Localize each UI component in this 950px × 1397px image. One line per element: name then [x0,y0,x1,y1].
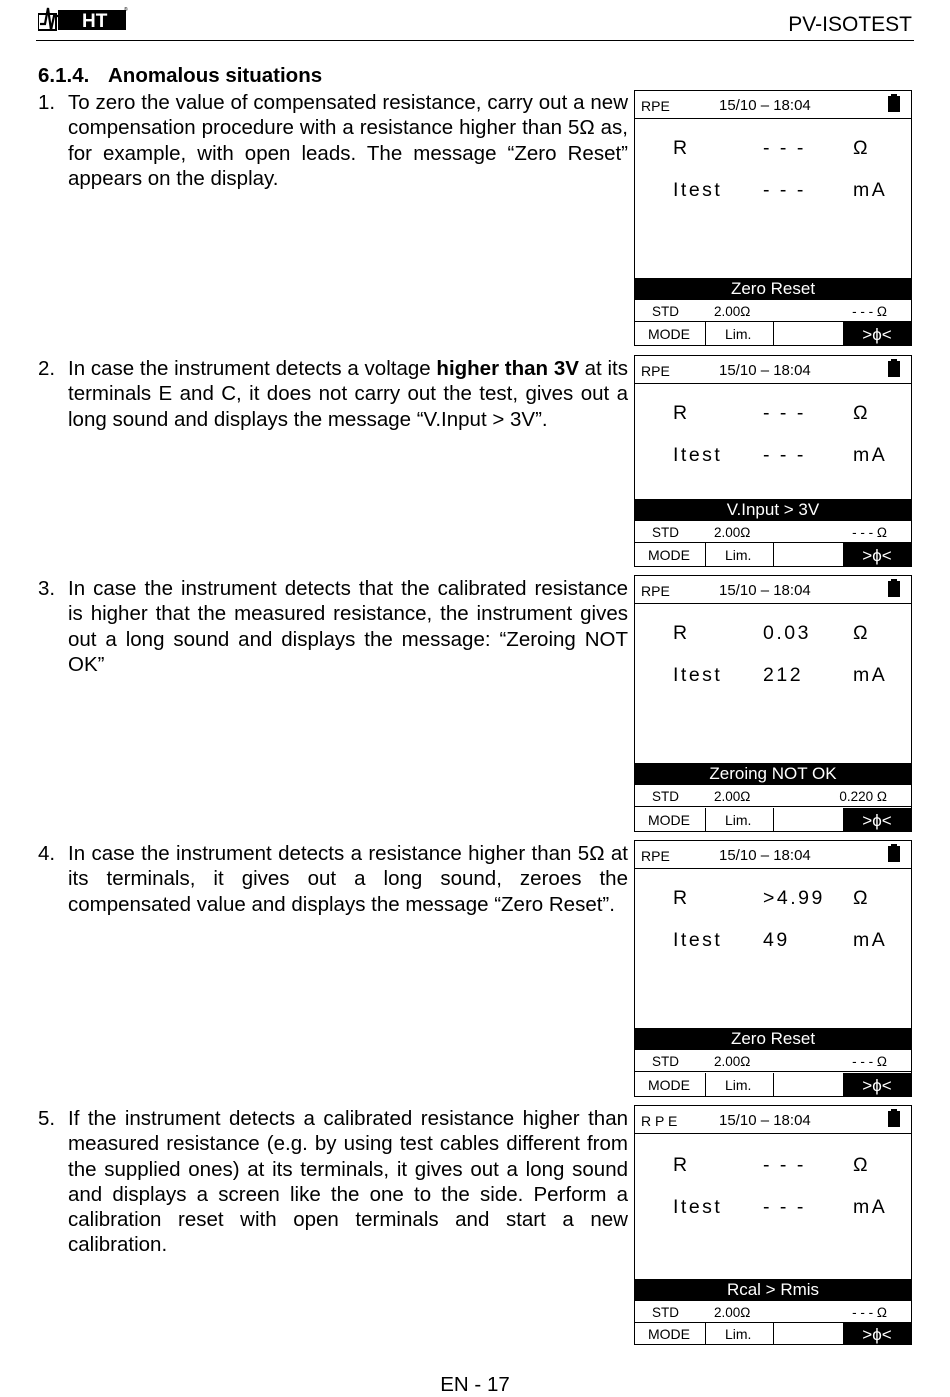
display-header [635,356,911,384]
item-number: 3. [38,577,56,600]
page-number: EN - 17 [440,1373,510,1396]
mode-key[interactable]: MODE [635,322,706,345]
std-row: STD 2.00Ω 0.220 Ω [635,786,911,807]
function-label: RPE [641,363,670,379]
datetime: 15/10 – 18:04 [719,97,811,114]
display-header [635,91,911,119]
item-text: In case the instrument detects a voltage higher than 3V at its terminals E and C, it does not carry out the test, gives out a long sound and displays the message “V.Input > 3V”. [68,357,628,431]
lim-key[interactable]: Lim. [706,808,774,831]
instrument-display: RPE 15/10 – 18:04 R 0.03 Ω Itest 212 mA Zeroing NOT OK STD 2.00Ω 0.220 Ω MODE Lim. >ϕ< [634,575,912,832]
mode-key[interactable]: MODE [635,543,706,566]
softkey-row [635,1073,911,1096]
zero-key[interactable]: >ϕ< [843,808,911,831]
zero-key[interactable]: >ϕ< [843,1322,911,1344]
display-header [635,841,911,869]
battery-icon [888,844,900,862]
status-message: Zero Reset [635,1028,911,1050]
display-header [635,576,911,604]
datetime: 15/10 – 18:04 [719,1112,811,1129]
display-header [635,1106,911,1134]
instrument-display: RPE 15/10 – 18:04 R - - - Ω Itest - - - mA Zero Reset STD 2.00Ω - - - Ω MODE Lim. >ϕ< [634,90,912,346]
zero-key[interactable]: >ϕ< [843,543,911,566]
header-divider [36,40,914,41]
zero-key[interactable]: >ϕ< [843,322,911,345]
softkey-row [635,543,911,566]
lim-key[interactable]: Lim. [706,1073,774,1096]
item-number: 2. [38,357,56,380]
softkey-row [635,322,911,345]
std-row: STD 2.00Ω - - - Ω [635,522,911,543]
function-label: RPE [641,98,670,114]
std-row: STD 2.00Ω - - - Ω [635,1051,911,1072]
mode-key[interactable]: MODE [635,1322,706,1344]
section-heading [38,64,322,88]
instrument-display: R P E 15/10 – 18:04 R - - - Ω Itest - - - mA Rcal > Rmis STD 2.00Ω - - - Ω MODE Lim. >ϕ< [634,1105,912,1345]
item-text: To zero the value of compensated resistance, carry out a new compensation procedure with a resistance higher than 5Ω as, for example, with open leads. The message “Zero Reset” appears on the display. [68,91,628,190]
lim-key[interactable]: Lim. [706,322,774,345]
svg-text:®: ® [124,7,128,13]
item-text: In case the instrument detects that the calibrated resistance is higher that the measured resistance, the instrument gives out a long sound and displays the message: “Zeroing NOT OK” [68,577,628,676]
datetime: 15/10 – 18:04 [719,847,811,864]
mode-key[interactable]: MODE [635,1073,706,1096]
battery-icon [888,579,900,597]
function-label: R P E [641,1113,678,1129]
item-emphasis: higher than 3V [436,357,579,380]
svg-text:HT: HT [82,11,108,32]
status-message: Rcal > Rmis [635,1279,911,1301]
ht-logo [38,4,130,34]
softkey-row [635,808,911,831]
mode-key[interactable]: MODE [635,808,706,831]
item-text: In case the instrument detects a resistance higher than 5Ω at its terminals, it gives out a long sound, zeroes the compensated value and displays the message “Zero Reset”. [68,842,628,916]
std-row: STD 2.00Ω - - - Ω [635,301,911,322]
std-row: STD 2.00Ω - - - Ω [635,1302,911,1323]
item-text: If the instrument detects a calibrated resistance higher than measured resistance (e.g. by using test cables different from the supplied ones) at its terminals, it gives out a long sound and displays a screen like the one to the side. Perform a calibration reset with open terminals and start a new calibration. [68,1107,628,1257]
instrument-display: RPE 15/10 – 18:04 R - - - Ω Itest - - - mA V.Input > 3V STD 2.00Ω - - - Ω MODE Lim. >ϕ< [634,355,912,567]
function-label: RPE [641,583,670,599]
instrument-display: RPE 15/10 – 18:04 R >4.99 Ω Itest 49 mA Zero Reset STD 2.00Ω - - - Ω MODE Lim. >ϕ< [634,840,912,1097]
item-number: 4. [38,842,56,865]
zero-key[interactable]: >ϕ< [843,1073,911,1096]
datetime: 15/10 – 18:04 [719,582,811,599]
status-message: Zeroing NOT OK [635,763,911,785]
softkey-row [635,1322,911,1344]
datetime: 15/10 – 18:04 [719,362,811,379]
section-number: 6.1.4. [38,64,90,87]
lim-key[interactable]: Lim. [706,543,774,566]
lim-key[interactable]: Lim. [706,1322,774,1344]
status-message: V.Input > 3V [635,499,911,521]
battery-icon [888,359,900,377]
document-title: PV-ISOTEST [788,13,912,36]
status-message: Zero Reset [635,278,911,300]
battery-icon [888,1109,900,1127]
item-number: 1. [38,91,56,114]
battery-icon [888,94,900,112]
item-number: 5. [38,1107,56,1130]
function-label: RPE [641,848,670,864]
section-title: Anomalous situations [108,64,323,87]
